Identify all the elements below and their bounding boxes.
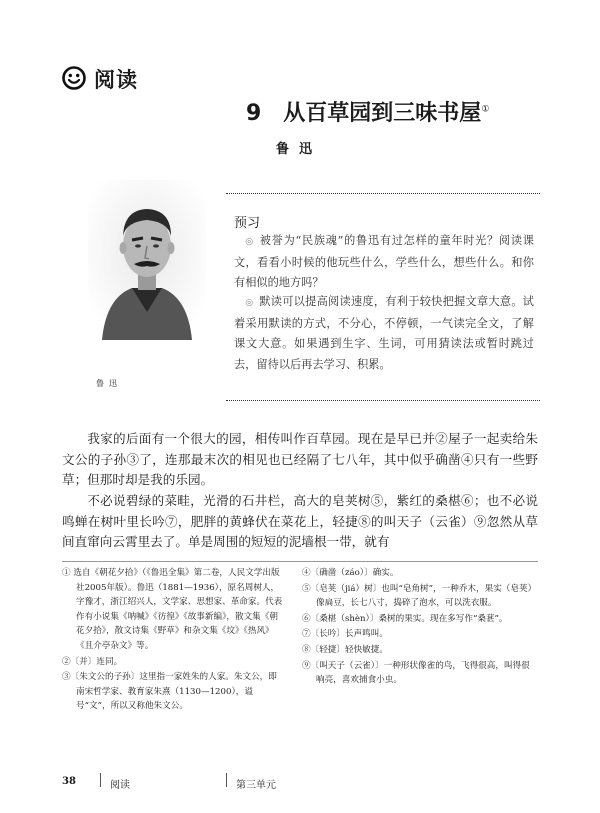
preview-paragraph-2	[234, 292, 534, 375]
section-label: 阅读	[94, 68, 138, 92]
preview-bullet-icon: ◎	[245, 298, 254, 308]
footnote: ⑨〔叫天子（云雀）〕一种形状像雀的鸟，飞得很高，叫得很响亮，喜欢捕食小虫。	[302, 660, 530, 686]
portrait-caption: 鲁迅	[96, 379, 122, 388]
footer-unit-label: 第三单元	[236, 780, 276, 791]
footnote: ③〔朱文公的子孙〕这里指一家姓朱的人家。朱文公，即南宋哲学家、教育家朱熹（1130—1200），谥号“文”，所以又称他朱文公。	[62, 672, 277, 712]
footnotes-right-column	[302, 566, 534, 689]
preview-paragraph-1	[234, 231, 534, 294]
preview-bullet-icon: ◎	[245, 237, 254, 247]
footnote: ②〔并〕连同。	[62, 656, 123, 667]
page-number: 38	[62, 776, 76, 787]
body-paragraph-2: 不必说碧绿的菜畦，光滑的石井栏，高大的皂荚树⑤，紫红的桑椹⑥；也不必说鸣蝉在树叶里长吟⑦，肥胖的黄蜂伏在菜花上，轻捷⑧的叫天子（云雀）⑨忽然从草间直窜向云霄里去了。单是周围的短短的泥墙根一带，就有	[62, 493, 538, 549]
preview-top-divider	[226, 193, 540, 194]
preview-heading: 预习	[234, 216, 261, 231]
footnote: ⑥〔桑椹（shèn）〕桑树的果实。现在多写作“桑葚”。	[302, 613, 508, 624]
footnote-divider	[62, 561, 538, 562]
footnote: ⑧〔轻捷〕轻快敏捷。	[302, 644, 388, 655]
footnote: ⑦〔长吟〕长声鸣叫。	[302, 629, 388, 640]
footnote: ⑤〔皂荚（jiá）树〕也叫“皂角树”，一种乔木，果实（皂荚）像扁豆，长七八寸，捣碎了泡水，可以洗衣服。	[302, 583, 532, 609]
lesson-author: 鲁迅	[276, 142, 323, 157]
footnote: ④〔确凿（záo）〕确实。	[302, 568, 399, 578]
preview-bottom-divider	[226, 400, 540, 401]
footer-separator	[226, 773, 227, 787]
body-paragraph-1: 我家的后面有一个很大的园，相传叫作百草园。现在是早已并②屋子一起卖给朱文公的子孙③了，连那最末次的相见也已经隔了七八年，其中似乎确凿④只有一些野草；但那时却是我的乐园。	[62, 431, 538, 487]
footer-separator	[100, 773, 101, 787]
footnotes-left-column	[62, 566, 284, 715]
preview-text-1: 被誉为“民族魂”的鲁迅有过怎样的童年时光？阅读课文，看看小时候的他玩些什么，学些什么，想些什么。和你有相似的地方吗？	[234, 234, 534, 289]
lesson-title-note: ①	[481, 104, 490, 115]
author-portrait	[88, 180, 206, 340]
lesson-title-text: 9 从百草园到三味书屋	[246, 101, 482, 126]
footnote: ① 选自《朝花夕拾》（《鲁迅全集》第二卷，人民文学出版社2005年版）。鲁迅（1881—1936），原名周树人，字豫才，浙江绍兴人，文学家、思想家、革命家。代表作有小说集《呐喊》《彷徨》《故事新编》，散文集《朝花夕拾》，散文诗集《野草》和杂文集《坟》《热风》《且介亭杂文》等。	[62, 568, 283, 651]
lesson-title	[246, 96, 489, 127]
smiley-face-icon	[62, 66, 86, 90]
footer-section-label: 阅读	[110, 780, 130, 791]
preview-text-2: 默读可以提高阅读速度，有利于较快把握文章大意。试着采用默读的方式，不分心，不停顿，一气读完全文，了解课文大意。如果遇到生字、生词，可用猜读法或暂时跳过去，留待以后再去学习、积累。	[234, 295, 534, 371]
